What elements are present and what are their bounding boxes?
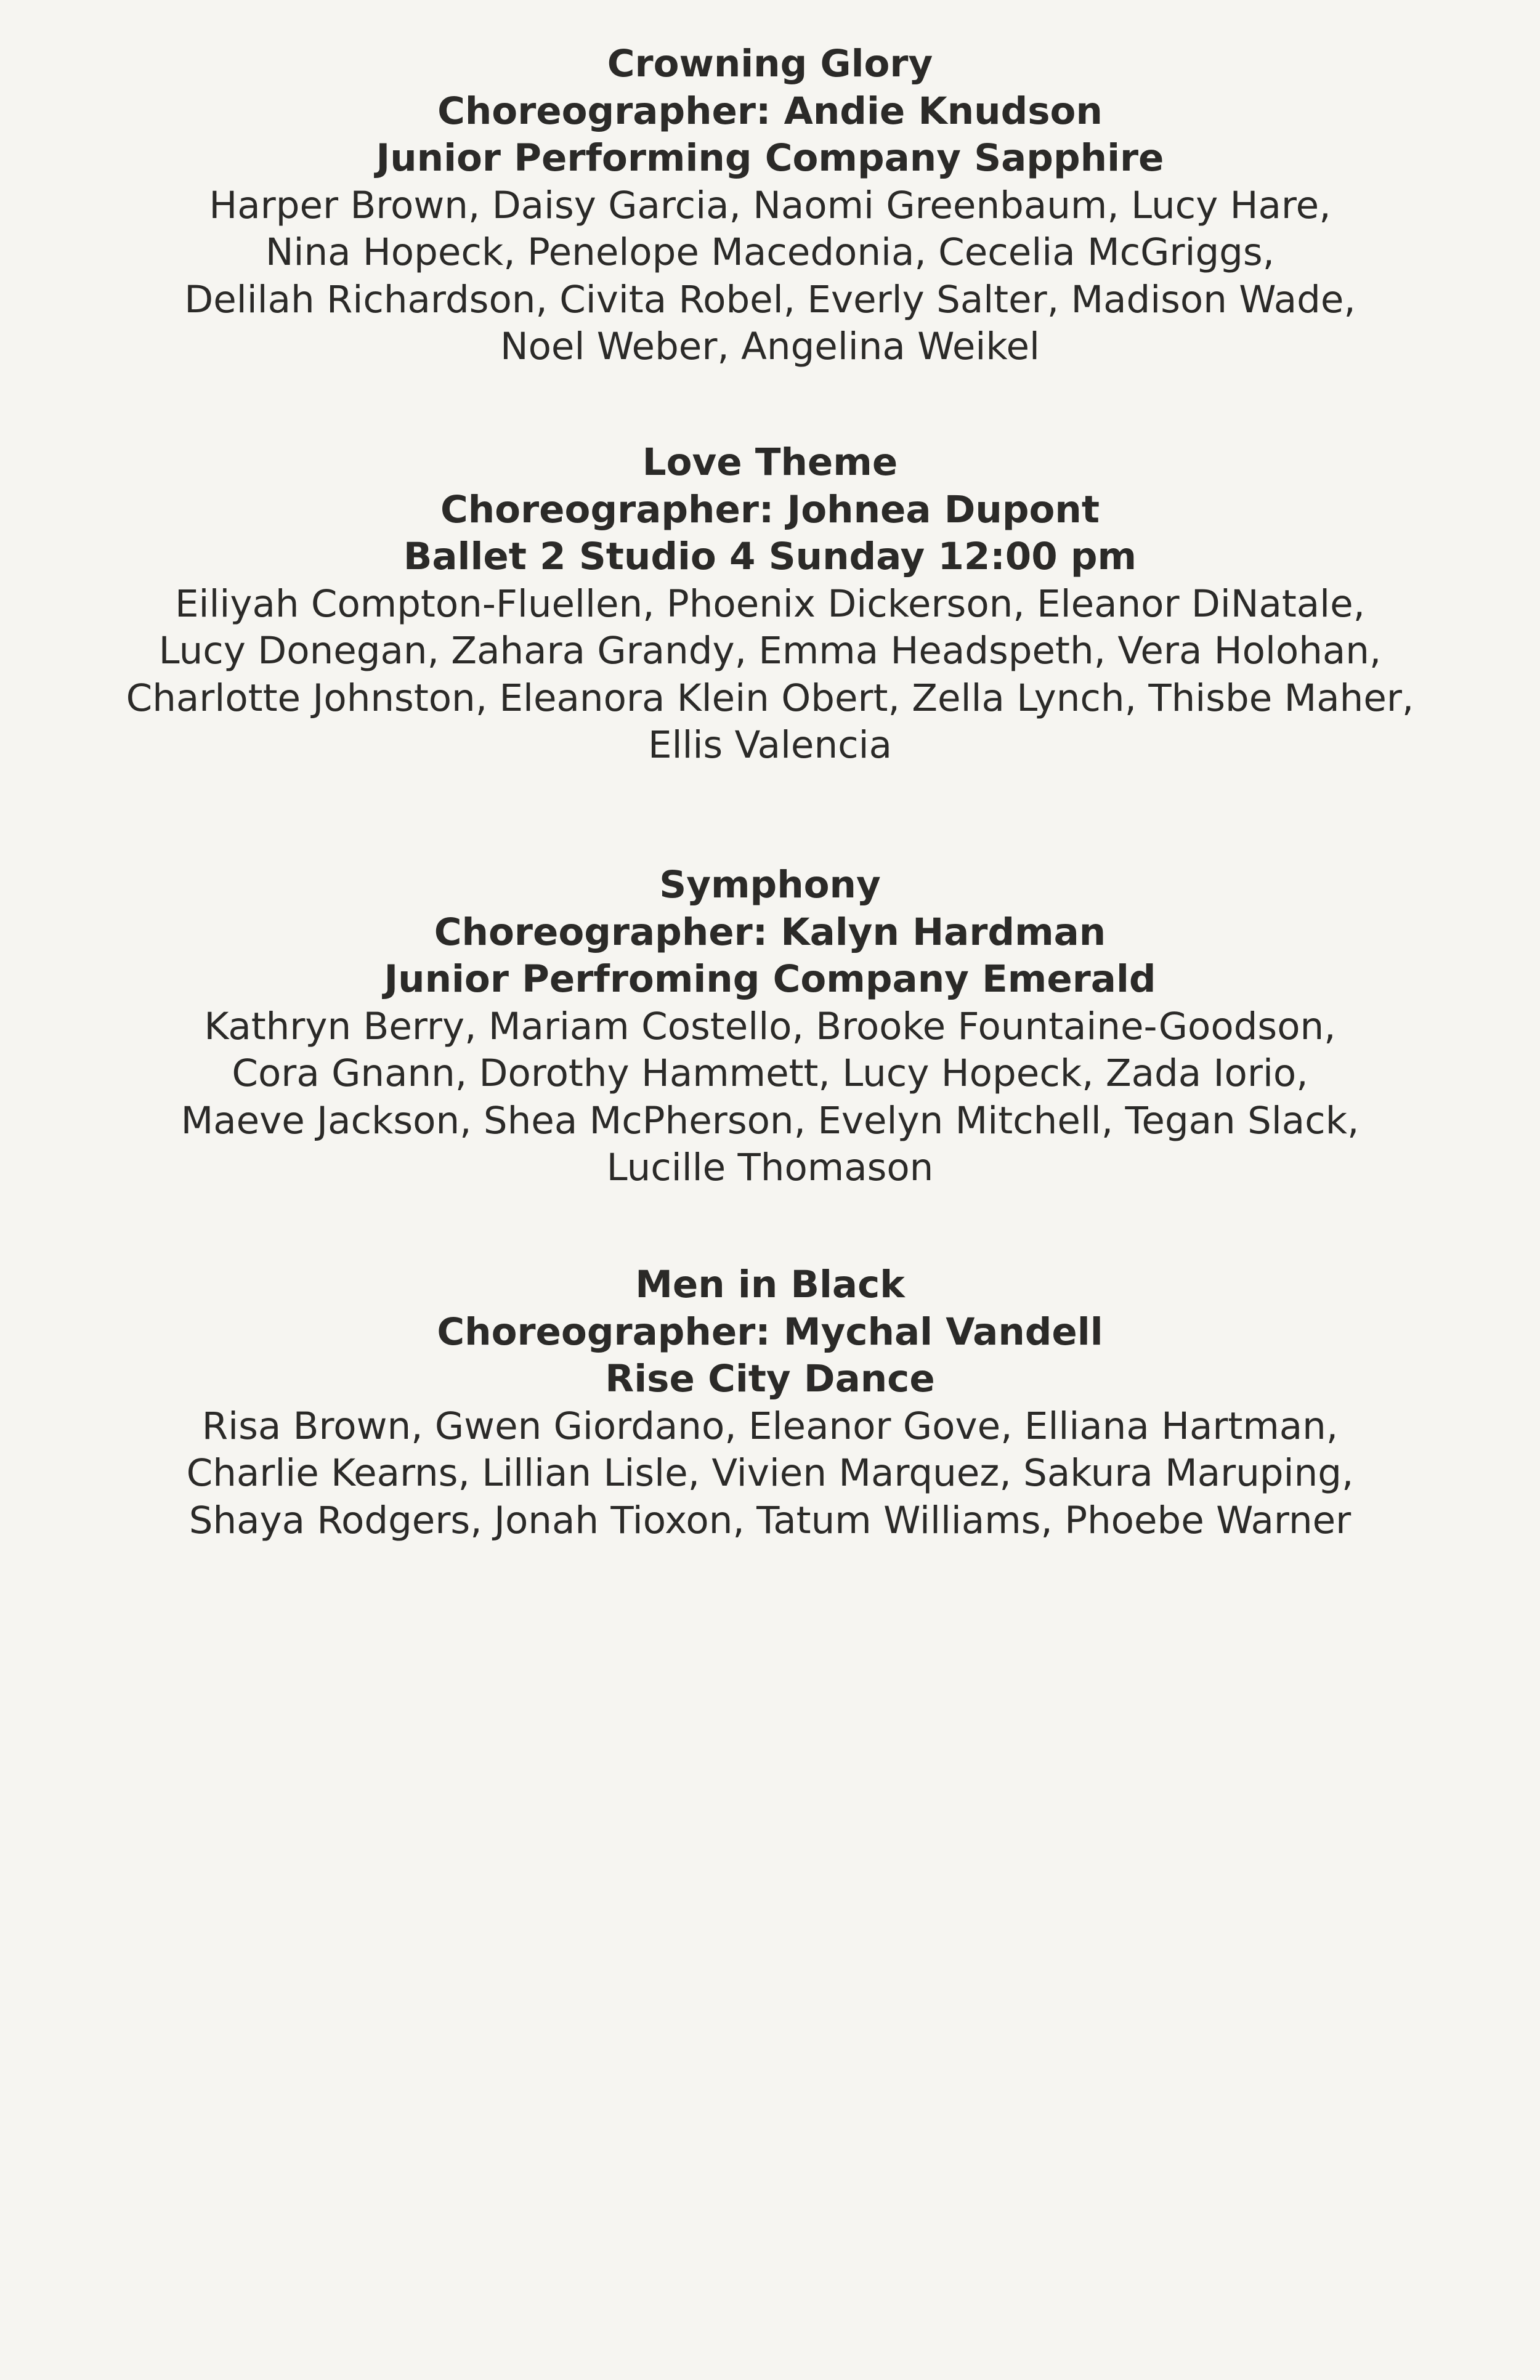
piece-choreographer: Choreographer: Mychal Vandell — [437, 1309, 1103, 1354]
piece-title: Symphony — [659, 863, 881, 907]
dancer-list — [0, 182, 1540, 371]
dancer-line: Nina Hopeck, Penelope Macedonia, Cecelia McGriggs, — [265, 230, 1275, 274]
dancer-line: Cora Gnann, Dorothy Hammett, Lucy Hopeck, Zada Iorio, — [232, 1051, 1308, 1095]
dancer-line: Delilah Richardson, Civita Robel, Everly Salter, Madison Wade, — [184, 277, 1356, 322]
dancer-line: Harper Brown, Daisy Garcia, Naomi Greenbaum, Lucy Hare, — [209, 183, 1331, 227]
dancer-line: Noel Weber, Angelina Weikel — [500, 325, 1040, 368]
piece-symphony — [0, 862, 1540, 1192]
dancer-line: Ellis Valencia — [648, 723, 892, 767]
piece-company: Junior Perfroming Company Emerald — [384, 957, 1156, 1001]
piece-crowning-glory — [0, 41, 1540, 371]
dancer-list — [0, 1003, 1540, 1192]
dancer-line: Eiliyah Compton-Fluellen, Phoenix Dickerson, Eleanor DiNatale, — [174, 581, 1366, 626]
dancer-list — [0, 581, 1540, 769]
piece-men-in-black — [0, 1261, 1540, 1544]
dancer-line: Lucy Donegan, Zahara Grandy, Emma Headspeth, Vera Holohan, — [158, 629, 1382, 673]
piece-choreographer: Choreographer: Andie Knudson — [437, 89, 1103, 133]
dancer-line: Maeve Jackson, Shea McPherson, Evelyn Mitchell, Tegan Slack, — [180, 1098, 1360, 1143]
dancer-line: Shaya Rodgers, Jonah Tioxon, Tatum Williams, Phoebe Warner — [188, 1498, 1352, 1542]
dancer-line: Charlotte Johnston, Eleanora Klein Obert, Zella Lynch, Thisbe Maher, — [126, 676, 1414, 720]
piece-love-theme — [0, 439, 1540, 769]
piece-title: Love Theme — [642, 440, 898, 484]
dancer-list — [0, 1403, 1540, 1545]
dancer-line: Kathryn Berry, Mariam Costello, Brooke Fountaine-Goodson, — [204, 1004, 1336, 1048]
dancer-line: Charlie Kearns, Lillian Lisle, Vivien Marquez, Sakura Maruping, — [186, 1451, 1354, 1495]
piece-company: Junior Performing Company Sapphire — [376, 136, 1164, 180]
piece-choreographer: Choreographer: Kalyn Hardman — [434, 910, 1106, 954]
piece-title: Men in Black — [635, 1263, 905, 1306]
piece-choreographer: Choreographer: Johnea Dupont — [440, 487, 1100, 532]
dancer-line: Risa Brown, Gwen Giordano, Eleanor Gove, Elliana Hartman, — [201, 1404, 1339, 1448]
dancer-line: Lucille Thomason — [606, 1146, 934, 1189]
piece-company: Ballet 2 Studio 4 Sunday 12:00 pm — [403, 535, 1137, 578]
piece-company: Rise City Dance — [605, 1357, 935, 1401]
piece-title: Crowning Glory — [607, 42, 933, 86]
